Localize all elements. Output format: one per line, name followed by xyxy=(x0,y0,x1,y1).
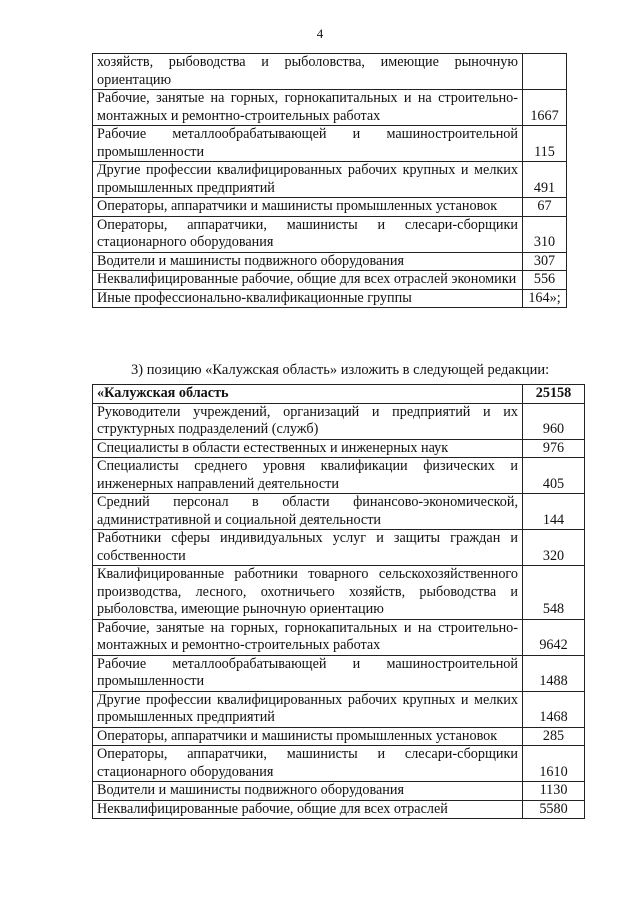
table-row xyxy=(93,619,585,655)
row-value: 976 xyxy=(523,439,585,458)
row-label: Операторы, аппаратчики и машинисты промышленных установок xyxy=(93,198,523,217)
table-row xyxy=(93,566,585,620)
table-row xyxy=(93,198,567,217)
row-value: 548 xyxy=(523,566,585,620)
row-label: Работники сферы индивидуальных услуг и защиты граждан и собственности xyxy=(93,530,523,566)
row-value: 320 xyxy=(523,530,585,566)
region-name: «Калужская область xyxy=(93,385,523,404)
row-label: Специалисты среднего уровня квалификации физических и инженерных направлений деятельности xyxy=(93,458,523,494)
table-row xyxy=(93,289,567,308)
row-value: 1667 xyxy=(523,90,567,126)
row-value: 115 xyxy=(523,126,567,162)
row-label: Специалисты в области естественных и инженерных наук xyxy=(93,439,523,458)
row-value: 285 xyxy=(523,727,585,746)
row-value: 164»; xyxy=(523,289,567,308)
amendment-intro-text: 3) позицию «Калужская область» изложить в следующей редакции: xyxy=(131,362,550,378)
row-value: 9642 xyxy=(523,619,585,655)
table-row xyxy=(93,54,567,90)
table-kaluga-region xyxy=(92,384,585,819)
table-row xyxy=(93,162,567,198)
table-row xyxy=(93,800,585,819)
row-value: 307 xyxy=(523,252,567,271)
table-row xyxy=(93,126,567,162)
row-label: Квалифицированные работники товарного сельскохозяйственного производства, лесного, охотничьего хозяйств, рыбоводства и рыболовства, имеющие рыночную ориентацию xyxy=(93,566,523,620)
row-value xyxy=(523,54,567,90)
table-row xyxy=(93,271,567,290)
row-label: Операторы, аппаратчики и машинисты промышленных установок xyxy=(93,727,523,746)
row-label: Средний персонал в области финансово-экономической, административной и социальной деятельности xyxy=(93,494,523,530)
row-label: Руководители учреждений, организаций и предприятий и их структурных подразделений (служб) xyxy=(93,403,523,439)
row-value: 1468 xyxy=(523,691,585,727)
row-label: Другие профессии квалифицированных рабочих крупных и мелких промышленных предприятий xyxy=(93,162,523,198)
row-value: 1488 xyxy=(523,655,585,691)
row-label: Рабочие, занятые на горных, горнокапитальных и на строительно-монтажных и ремонтно-строительных работах xyxy=(93,90,523,126)
row-value: 144 xyxy=(523,494,585,530)
row-label: Водители и машинисты подвижного оборудования xyxy=(93,252,523,271)
row-label: Рабочие металлообрабатывающей и машиностроительной промышленности xyxy=(93,655,523,691)
table-row xyxy=(93,782,585,801)
row-label: Неквалифицированные рабочие, общие для всех отраслей xyxy=(93,800,523,819)
row-value: 67 xyxy=(523,198,567,217)
table-row xyxy=(93,655,585,691)
table-row xyxy=(93,691,585,727)
row-label: Операторы, аппаратчики, машинисты и слесари-сборщики стационарного оборудования xyxy=(93,746,523,782)
table-row xyxy=(93,252,567,271)
row-value: 5580 xyxy=(523,800,585,819)
row-value: 310 xyxy=(523,216,567,252)
table-row xyxy=(93,746,585,782)
row-label: Рабочие, занятые на горных, горнокапитальных и на строительно-монтажных и ремонтно-строительных работах xyxy=(93,619,523,655)
row-label: Операторы, аппаратчики, машинисты и слесари-сборщики стационарного оборудования xyxy=(93,216,523,252)
row-value: 491 xyxy=(523,162,567,198)
row-label: Рабочие металлообрабатывающей и машиностроительной промышленности xyxy=(93,126,523,162)
table-row xyxy=(93,530,585,566)
table-row xyxy=(93,458,585,494)
table-row xyxy=(93,403,585,439)
row-label: Неквалифицированные рабочие, общие для всех отраслей экономики xyxy=(93,271,523,290)
row-value: 960 xyxy=(523,403,585,439)
row-label: Водители и машинисты подвижного оборудования xyxy=(93,782,523,801)
row-label: хозяйств, рыбоводства и рыболовства, имеющие рыночную ориентацию xyxy=(93,54,523,90)
page-number: 4 xyxy=(316,26,324,41)
table-row xyxy=(93,494,585,530)
row-value: 1610 xyxy=(523,746,585,782)
table-header-row xyxy=(93,385,585,404)
table-row xyxy=(93,439,585,458)
row-label: Другие профессии квалифицированных рабочих крупных и мелких промышленных предприятий xyxy=(93,691,523,727)
table-row xyxy=(93,727,585,746)
table-row xyxy=(93,216,567,252)
region-total: 25158 xyxy=(523,385,585,404)
row-label: Иные профессионально-квалификационные группы xyxy=(93,289,523,308)
table-occupational-groups-continued xyxy=(92,53,567,308)
row-value: 556 xyxy=(523,271,567,290)
row-value: 1130 xyxy=(523,782,585,801)
table-row xyxy=(93,90,567,126)
row-value: 405 xyxy=(523,458,585,494)
